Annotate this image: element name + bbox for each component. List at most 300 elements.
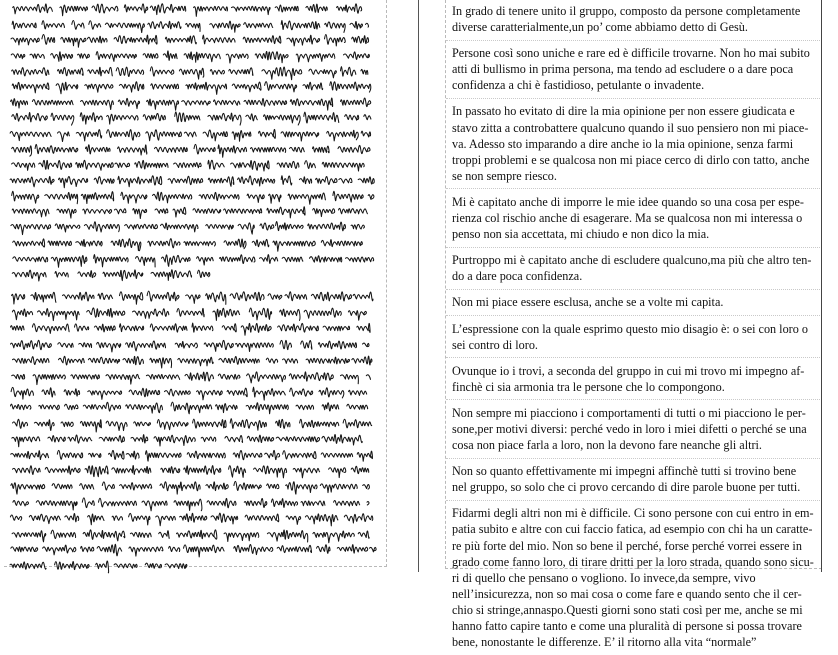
handwriting-stroke: [12, 113, 48, 122]
handwriting-stroke: [361, 69, 368, 74]
handwriting-stroke: [61, 422, 73, 427]
handwriting-stroke: [290, 147, 305, 152]
transcription-page: [419, 0, 838, 650]
handwriting-stroke: [193, 419, 226, 428]
handwriting-stroke: [259, 129, 276, 138]
handwriting-stroke: [173, 207, 186, 217]
handwriting-stroke: [111, 239, 141, 251]
handwriting-stroke: [10, 515, 21, 520]
handwriting-stroke: [366, 375, 370, 380]
handwriting-stroke: [81, 100, 114, 109]
handwriting-stroke: [88, 67, 112, 76]
handwriting-stroke: [280, 340, 292, 349]
handwritten-block-top: [8, 0, 380, 283]
handwriting-stroke: [206, 482, 228, 491]
handwriting-stroke: [169, 546, 180, 551]
handwriting-stroke: [150, 67, 174, 76]
handwriting-stroke: [283, 451, 316, 459]
handwriting-stroke: [313, 531, 354, 543]
handwriting-stroke: [296, 405, 314, 410]
handwriting-stroke: [39, 160, 72, 169]
handwriting-stroke: [64, 389, 80, 396]
handwriting-stroke: [265, 82, 297, 92]
handwriting-stroke: [224, 209, 262, 214]
handwriting-stroke: [12, 82, 49, 92]
handwriting-stroke: [156, 516, 176, 526]
paragraph-9: Non sempre mi piacciono i comportamenti di tutti o mi piacciono le per-sone,per motivi diversi: perché vedo in loro i miei difetti o perché se una cosa non piace farla a loro, non la devono fare neanche gli altri.: [452, 405, 807, 453]
handwriting-stroke: [165, 36, 196, 44]
handwriting-stroke: [147, 291, 179, 301]
handwriting-stroke: [80, 113, 102, 124]
handwriting-stroke: [51, 530, 76, 538]
handwriting-stroke: [246, 114, 257, 121]
handwriting-stroke: [329, 468, 346, 478]
handwriting-stroke: [301, 341, 312, 350]
handwriting-stroke: [168, 176, 203, 184]
paragraph-1: In grado di tenere unito il gruppo, composto da persone completamente diverse caratterialmente,un po’ come abbiamo detto di Gesù.: [452, 4, 801, 35]
handwriting-stroke: [97, 544, 122, 555]
handwriting-stroke: [363, 343, 370, 347]
handwriting-stroke: [86, 145, 111, 154]
handwriting-stroke: [51, 52, 73, 61]
handwriting-stroke: [126, 451, 139, 459]
handwriting-stroke: [276, 437, 319, 442]
handwriting-stroke: [245, 514, 279, 522]
handwriting-stroke: [311, 292, 351, 301]
handwriting-stroke: [322, 162, 364, 171]
handwriting-stroke: [135, 160, 168, 169]
handwriting-stroke: [58, 343, 73, 348]
handwriting-stroke: [197, 257, 214, 265]
handwriting-stroke: [147, 99, 179, 110]
paragraph-2: Persone così sono uniche e rare ed è difficile trovarne. Non ho mai subito atti di bullismo in prima persona, ma tendo ad escludere o a dare poca confidenza a chi è fastidioso, petulante o invadente.: [452, 46, 810, 93]
handwriting-stroke: [255, 52, 288, 63]
handwriting-stroke: [146, 451, 182, 461]
handwriting-stroke: [126, 341, 166, 351]
handwriting-stroke: [13, 466, 41, 475]
handwriting-stroke: [58, 132, 70, 142]
handwriting-stroke: [126, 403, 163, 413]
handwriting-stroke: [346, 257, 374, 262]
handwriting-stroke: [361, 131, 370, 137]
handwriting-stroke: [131, 435, 148, 443]
handwriting-stroke: [321, 240, 362, 247]
handwriting-stroke: [153, 192, 192, 203]
handwriting-stroke: [31, 292, 56, 302]
handwriting-stroke: [197, 390, 223, 399]
handwriting-stroke: [33, 374, 65, 384]
handwriting-stroke: [92, 4, 118, 13]
handwriting-stroke: [184, 466, 221, 475]
handwriting-stroke: [210, 21, 240, 32]
handwriting-stroke: [65, 404, 78, 409]
handwriting-stroke: [118, 176, 162, 187]
handwriting-stroke: [119, 82, 143, 92]
handwriting-stroke: [281, 176, 292, 185]
handwriting-stroke: [52, 484, 72, 489]
handwriting-stroke: [232, 6, 271, 14]
handwriting-stroke: [45, 466, 80, 474]
handwriting-stroke: [84, 222, 119, 232]
handwriting-stroke: [352, 356, 372, 365]
handwriting-stroke: [175, 341, 197, 348]
handwriting-stroke: [281, 20, 320, 29]
handwriting-stroke: [12, 270, 46, 281]
handwriting-stroke: [252, 239, 268, 246]
handwriting-stroke: [305, 514, 338, 526]
handwriting-stroke: [351, 466, 369, 473]
handwriting-stroke: [266, 358, 277, 363]
handwriting-stroke: [116, 67, 143, 76]
handwriting-stroke: [177, 530, 217, 539]
handwriting-stroke: [277, 545, 311, 552]
handwriting-stroke: [58, 68, 84, 76]
handwriting-stroke: [226, 54, 248, 63]
handwriting-stroke: [157, 420, 188, 430]
handwriting-stroke: [174, 163, 202, 168]
paragraph-separator: [446, 247, 820, 248]
handwriting-stroke: [83, 530, 125, 541]
handwriting-stroke: [48, 241, 71, 246]
handwriting-stroke: [251, 147, 286, 152]
handwriting-stroke: [129, 388, 160, 397]
handwriting-stroke: [327, 130, 359, 141]
handwriting-stroke: [308, 222, 346, 231]
handwriting-stroke: [214, 100, 240, 105]
handwriting-stroke: [278, 323, 319, 332]
handwriting-stroke: [330, 82, 371, 92]
paragraph-separator: [446, 40, 820, 41]
handwriting-stroke: [281, 132, 319, 141]
handwriting-stroke: [32, 100, 73, 105]
handwriting-stroke: [154, 435, 195, 446]
handwriting-stroke: [83, 402, 120, 411]
handwriting-stroke: [81, 192, 113, 204]
handwriting-stroke: [55, 272, 68, 278]
paragraph-separator: [446, 399, 820, 400]
handwriting-stroke: [130, 532, 151, 537]
handwriting-stroke: [68, 435, 92, 443]
handwriting-stroke: [87, 308, 125, 317]
handwriting-stroke: [325, 22, 345, 33]
handwriting-stroke: [88, 514, 104, 525]
handwriting-stroke: [150, 4, 185, 15]
handwriting-stroke: [353, 292, 373, 301]
handwriting-stroke: [285, 292, 307, 301]
handwriting-stroke: [98, 293, 113, 299]
handwriting-stroke: [287, 35, 320, 46]
handwriting-stroke: [39, 405, 60, 410]
handwriting-stroke: [65, 514, 79, 522]
handwriting-stroke: [155, 147, 188, 152]
handwriting-stroke: [30, 54, 44, 58]
handwriting-stroke: [171, 402, 212, 414]
handwriting-stroke: [333, 191, 363, 202]
handwriting-stroke: [206, 292, 226, 304]
handwriting-stroke: [13, 239, 45, 247]
handwriting-stroke: [45, 193, 78, 204]
handwriting-stroke: [206, 225, 234, 230]
handwriting-stroke: [318, 341, 356, 349]
handwriting-stroke: [12, 294, 25, 304]
handwriting-stroke: [87, 36, 107, 43]
handwriting-stroke: [357, 323, 370, 332]
handwriting-stroke: [82, 498, 94, 508]
handwriting-stroke: [29, 514, 60, 523]
handwriting-stroke: [184, 52, 220, 62]
handwriting-stroke: [112, 466, 151, 475]
handwritten-block-bottom: [8, 286, 380, 572]
handwriting-stroke: [299, 177, 311, 184]
handwriting-stroke: [13, 357, 49, 365]
handwriting-stroke: [341, 375, 359, 384]
handwriting-stroke: [11, 54, 25, 59]
handwriting-stroke: [186, 295, 200, 303]
handwriting-stroke: [59, 177, 88, 188]
handwriting-stroke: [12, 191, 39, 203]
handwriting-stroke: [293, 468, 319, 478]
handwriting-stroke: [319, 388, 344, 398]
handwriting-stroke: [238, 223, 254, 234]
handwriting-stroke: [120, 292, 143, 304]
handwriting-stroke: [192, 323, 213, 332]
handwriting-stroke: [271, 499, 297, 508]
handwriting-stroke: [341, 67, 356, 77]
handwriting-stroke: [254, 466, 287, 478]
paragraph-10: Non so quanto effettivamente mi impegni affinchè tutti si trovino bene nel gruppo, so solo che ci provo cercando di dire parole buone per tutti.: [452, 464, 801, 495]
handwriting-stroke: [296, 54, 335, 62]
page-gutter: [392, 0, 418, 572]
handwriting-stroke: [269, 194, 281, 203]
handwriting-stroke: [114, 209, 126, 214]
handwriting-stroke: [11, 99, 28, 108]
handwriting-stroke: [357, 451, 372, 461]
handwriting-stroke: [143, 54, 158, 59]
handwriting-stroke: [225, 436, 243, 443]
handwriting-stroke: [79, 343, 92, 348]
handwriting-stroke: [89, 21, 101, 29]
handwriting-stroke: [238, 176, 275, 186]
handwriting-stroke: [124, 4, 147, 13]
handwriting-stroke: [241, 323, 271, 335]
handwriting-stroke: [216, 404, 238, 413]
handwriting-stroke: [260, 223, 274, 230]
handwriting-stroke: [83, 209, 112, 214]
paragraph-11: Fidarmi degli altri non mi è difficile. Ci sono persone con cui entro in em-patia subito e altre con cui faccio fatica, ad esempio con chi ha un caratte-re più forte del mio. Non so bene il perché, forse perché vorrei essere in grado come fanno loro, di tirare dritti per la loro strada, quando sono sicu-ri di quello che pensano o vogliono. Io invece,da sempre, vivo nell’insicurezza, non so mai cosa o come fare e quando sento che il cer-chio si stringe,annaspo.Questi giorni sono stati così per me, anche se mi hanno fatto capire tanto e come una pluralità di persone si possa trovare bene, nonostante le differenze. E’ il ritorno alla vita “normale”: [452, 506, 814, 650]
handwriting-stroke: [282, 257, 303, 262]
paragraph-separator: [446, 315, 820, 316]
handwriting-stroke: [322, 435, 362, 445]
paragraph-separator: [446, 188, 820, 189]
handwriting-stroke: [343, 419, 372, 428]
handwriting-stroke: [253, 387, 285, 400]
handwriting-stroke: [363, 485, 370, 490]
handwriting-stroke: [186, 23, 200, 31]
handwriting-stroke: [10, 177, 54, 187]
handwriting-stroke: [366, 23, 369, 27]
handwriting-stroke: [194, 144, 215, 154]
handwriting-stroke: [193, 209, 221, 214]
handwriting-stroke: [339, 178, 352, 183]
paragraph-separator: [446, 458, 820, 459]
handwriting-stroke: [177, 308, 204, 316]
handwriting-stroke: [11, 451, 49, 460]
handwriting-stroke: [208, 177, 234, 186]
handwriting-stroke: [42, 21, 65, 29]
handwriting-stroke: [114, 35, 157, 44]
handwriting-stroke: [10, 132, 51, 141]
handwriting-stroke: [286, 516, 301, 524]
handwriting-stroke: [51, 256, 87, 268]
handwriting-stroke: [76, 240, 102, 247]
handwriting-stroke: [78, 271, 96, 278]
handwriting-stroke: [275, 5, 298, 12]
paragraph-3: In passato ho evitato di dire la mia opinione per non essere giudicata e stavo zitta a controbattere qualcuno quando il suo pensiero non mi piace-va. Adesso sto imparando a dire anche io la mia opinione, senza farmi troppi problemi e se qualcosa non mi piace cerco di dirlo con tatto, anche se non sempre riesco.: [452, 104, 810, 183]
handwriting-stroke: [349, 390, 367, 395]
handwriting-stroke: [300, 419, 339, 428]
handwriting-stroke: [105, 23, 144, 32]
handwriting-stroke: [106, 421, 127, 430]
handwriting-stroke: [227, 388, 247, 397]
handwriting-stroke: [163, 51, 177, 60]
handwriting-stroke: [107, 114, 138, 124]
handwriting-stroke: [80, 420, 101, 432]
handwriting-stroke: [268, 294, 282, 300]
handwriting-stroke: [133, 209, 147, 219]
handwriting-stroke: [244, 23, 273, 28]
handwriting-stroke: [162, 255, 191, 266]
handwriting-stroke: [125, 224, 158, 229]
handwriting-stroke: [88, 357, 119, 363]
handwriting-stroke: [161, 467, 180, 474]
handwriting-strokes-bottom: [8, 286, 380, 572]
handwriting-stroke: [75, 324, 89, 331]
handwriting-stroke: [203, 130, 227, 141]
handwriting-stroke: [118, 145, 147, 155]
handwriting-stroke: [175, 112, 200, 122]
handwriting-stroke: [12, 163, 35, 171]
handwriting-stroke: [347, 404, 368, 409]
handwriting-stroke: [34, 420, 54, 431]
handwriting-stroke: [222, 324, 236, 332]
paragraph-7: L’espressione con la quale esprimo questo mio disagio è: o sei con loro o sei contro di loro.: [452, 321, 808, 352]
handwriting-stroke: [12, 309, 32, 320]
handwriting-stroke: [85, 466, 108, 477]
vertical-scrollbar[interactable]: [821, 0, 838, 572]
handwriting-stroke: [233, 451, 262, 460]
handwriting-stroke: [208, 160, 224, 169]
handwriting-stroke: [321, 453, 352, 458]
handwriting-stroke: [12, 209, 49, 217]
handwriting-stroke: [42, 388, 55, 397]
handwriting-stroke: [185, 372, 213, 381]
handwriting-stroke: [59, 356, 85, 365]
handwriting-stroke: [11, 387, 33, 399]
handwriting-stroke: [247, 372, 286, 383]
handwriting-stroke: [182, 101, 211, 106]
handwriting-stroke: [143, 113, 165, 120]
handwriting-stroke: [234, 545, 273, 555]
handwriting-stroke: [350, 22, 363, 29]
handwriting-stroke: [38, 309, 80, 321]
handwriting-stroke: [344, 514, 372, 523]
handwriting-stroke: [232, 131, 251, 142]
handwriting-stroke: [184, 242, 216, 246]
handwriting-stroke: [337, 545, 367, 553]
handwriting-stroke: [231, 161, 270, 171]
handwriting-stroke: [234, 481, 261, 490]
handwriting-stroke: [146, 374, 179, 379]
handwriting-stroke: [115, 163, 130, 168]
handwriting-stroke: [265, 450, 280, 459]
handwriting-stroke: [199, 192, 239, 200]
handwriting-stroke: [211, 513, 238, 524]
handwriting-stroke: [63, 292, 95, 301]
handwriting-stroke: [81, 546, 94, 551]
handwriting-stroke: [352, 36, 369, 44]
handwriting-stroke: [174, 499, 202, 510]
handwriting-stroke: [306, 4, 327, 12]
handwriting-stroke: [208, 113, 241, 125]
handwriting-stroke: [247, 435, 273, 442]
handwriting-stroke: [11, 404, 31, 410]
handwritten-page: [0, 0, 392, 572]
handwriting-stroke: [224, 533, 259, 542]
handwriting-stroke: [313, 209, 335, 217]
handwriting-stroke: [13, 257, 48, 262]
handwriting-stroke: [165, 389, 191, 396]
handwriting-stroke: [11, 547, 38, 552]
handwriting-stroke: [180, 513, 207, 522]
handwriting-stroke: [186, 82, 227, 94]
handwriting-stroke: [13, 419, 28, 428]
handwriting-stroke: [13, 501, 29, 506]
handwriting-stroke: [94, 255, 128, 267]
handwriting-stroke: [289, 372, 333, 381]
handwriting-stroke: [280, 309, 300, 320]
handwriting-stroke: [316, 176, 337, 184]
handwriting-stroke: [88, 391, 122, 400]
handwriting-stroke: [207, 498, 236, 507]
handwriting-stroke: [165, 564, 187, 569]
handwriting-stroke: [148, 21, 181, 29]
handwriting-stroke: [338, 145, 370, 153]
handwriting-stroke: [120, 483, 152, 490]
handwriting-stroke: [112, 516, 122, 520]
handwriting-stroke: [288, 193, 325, 204]
handwriting-stroke: [358, 177, 374, 184]
handwriting-stroke: [55, 562, 89, 570]
handwriting-stroke: [229, 68, 253, 76]
handwriting-stroke: [184, 132, 196, 137]
handwriting-stroke: [236, 343, 274, 352]
handwriting-stroke: [184, 545, 225, 557]
handwriting-stroke: [55, 224, 80, 232]
handwriting-stroke: [230, 292, 264, 301]
handwriting-stroke: [201, 437, 216, 442]
scrollbar-edge: [821, 0, 822, 572]
paragraph-separator: [446, 500, 820, 501]
handwriting-stroke: [179, 68, 203, 79]
paragraph-separator: [446, 289, 820, 290]
handwriting-stroke: [76, 130, 101, 141]
handwriting-stroke: [303, 82, 323, 90]
handwriting-stroke: [61, 37, 86, 47]
handwriting-stroke: [43, 545, 76, 555]
handwriting-stroke: [12, 21, 36, 29]
handwriting-stroke: [204, 340, 233, 351]
handwriting-stroke: [344, 52, 370, 59]
